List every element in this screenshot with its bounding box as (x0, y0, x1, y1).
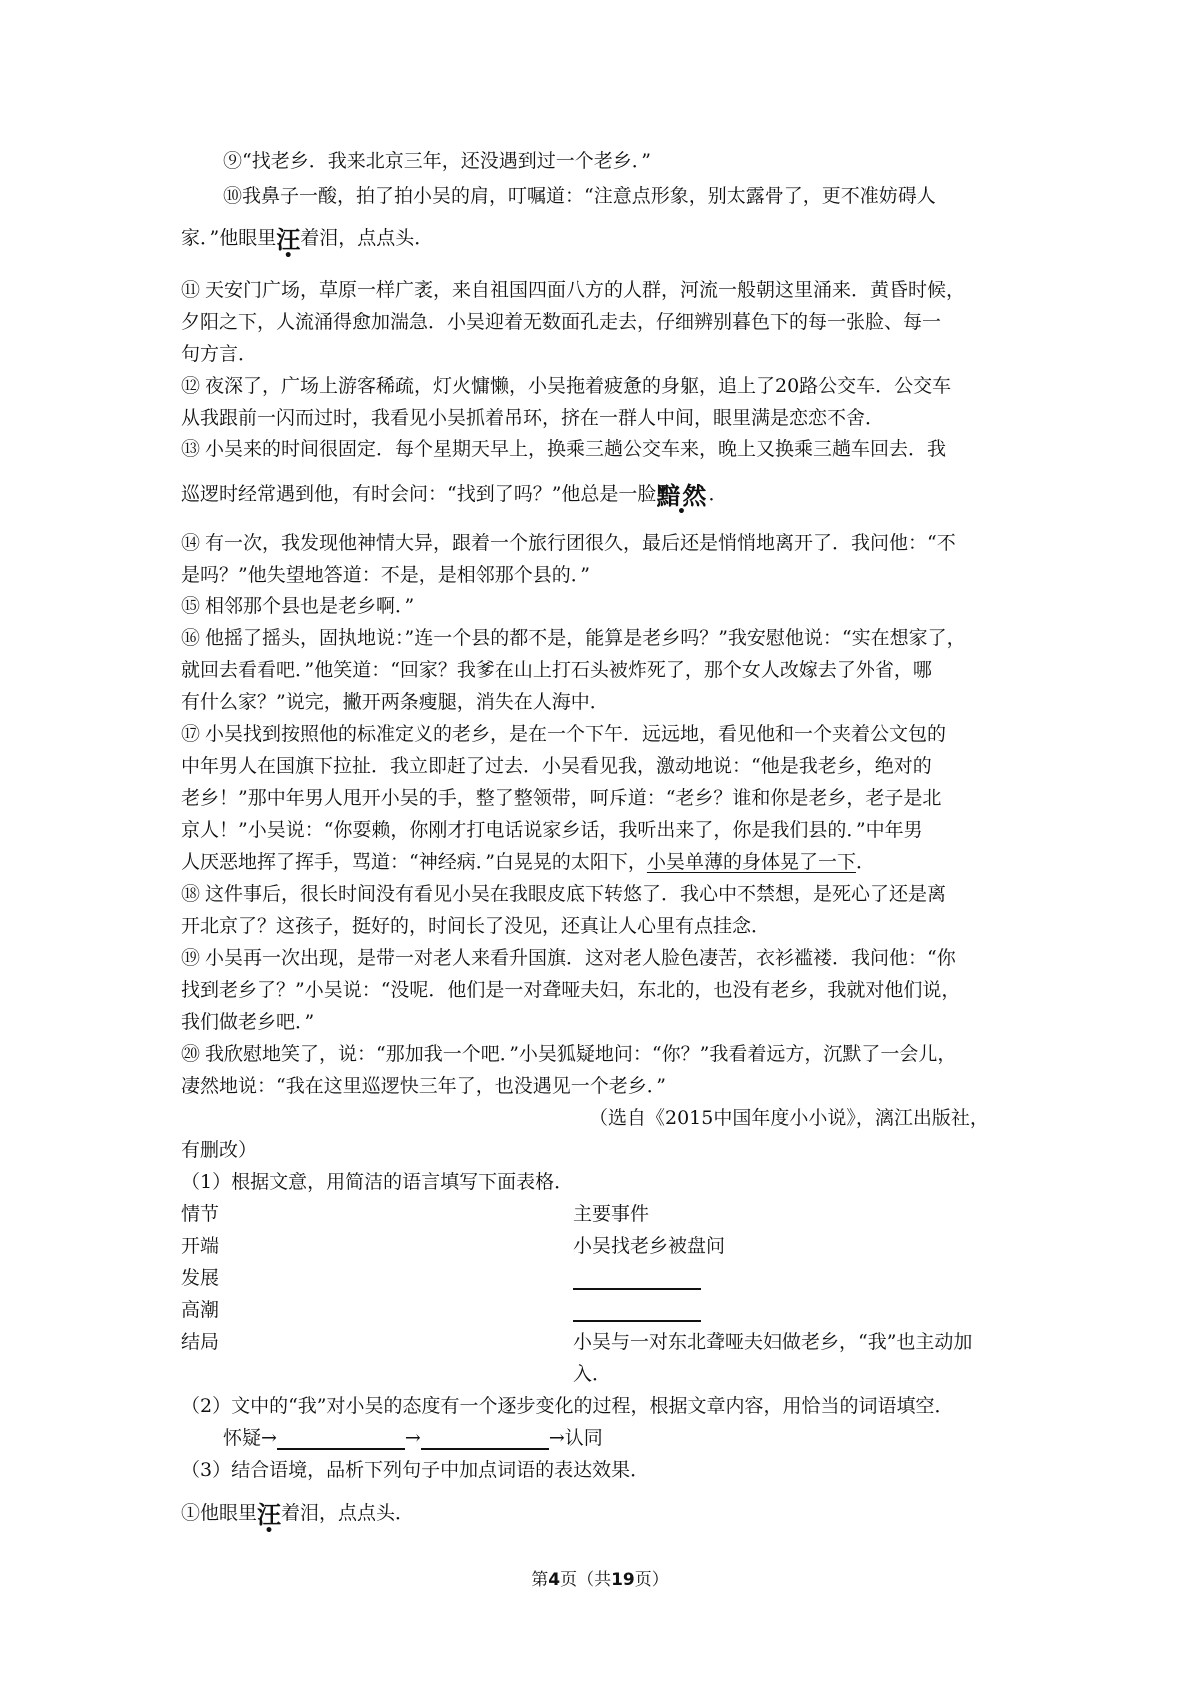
question-3-item-1 (181, 1497, 414, 1537)
footer-text: 页（共 (560, 1570, 612, 1590)
paragraph-number: ⑬ (181, 438, 201, 460)
paragraph-13-line-1 (181, 433, 946, 465)
paragraph-18-line-2 (181, 910, 770, 942)
paragraph-text: 小吴来的时间很固定．每个星期天早上，换乘三趟公交车来，晚上又换乘三趟车回去．我 (205, 438, 947, 460)
paragraph-text: 我们做老乡吧．” (181, 1011, 315, 1033)
paragraph-20-line-1 (181, 1038, 956, 1070)
paragraph-17-line-5 (181, 846, 875, 878)
table-cell-event-continued: 入． (573, 1363, 612, 1385)
paragraph-17-line-4 (181, 814, 923, 846)
table-cell-event: 小吴与一对东北聋哑夫妇做老乡，“我”也主动加 (573, 1331, 973, 1353)
paragraph-10-line-1 (223, 180, 936, 212)
paragraph-11-line-1 (181, 274, 965, 306)
paragraph-text: 从我跟前一闪而过时，我看见小吴抓着吊环，挤在一群人中间，眼里满是恋恋不舍． (181, 407, 885, 429)
table-cell-plot: 开端 (181, 1235, 220, 1257)
paragraph-14-line-2 (181, 559, 590, 591)
table-cell-plot: 高潮 (181, 1299, 220, 1321)
paragraph-16-line-3 (181, 686, 609, 718)
paragraph-text: 天安门广场，草原一样广袤，来自祖国四面八方的人群，河流一般朝这里涌来．黄昏时候， (205, 279, 966, 301)
paragraph-18-line-1 (181, 878, 946, 910)
answer-blank-development[interactable] (573, 1262, 701, 1294)
paragraph-text: ⑩我鼻子一酸，拍了拍小吴的肩，叮嘱道：“注意点形象，别太露骨了，更不准妨碍人 (223, 185, 936, 207)
paragraph-14-line-1 (181, 527, 956, 559)
paragraph-number: ⑭ (181, 532, 201, 554)
paragraph-15 (181, 590, 414, 622)
blank-line (573, 1268, 701, 1290)
question-2-fill-row (223, 1422, 603, 1454)
paragraph-number: ⑮ (181, 595, 201, 617)
answer-prefix: 怀疑→ (223, 1427, 277, 1449)
source-citation (589, 1102, 989, 1134)
question-text: （1）根据文意，用简洁的语言填写下面表格． (181, 1171, 574, 1193)
paragraph-number: ⑯ (181, 627, 201, 649)
paragraph-number: ⑪ (181, 279, 201, 301)
paragraph-11-line-3 (181, 338, 257, 370)
question-item-text: 着泪，点点头． (281, 1502, 415, 1524)
paragraph-16-line-1 (181, 622, 966, 654)
paragraph-text: 就回去看看吧．”他笑道：“回家？我爹在山上打石头被炸死了，那个女人改嫁去了外省，哪 (181, 659, 932, 681)
paragraph-text: 有一次，我发现他神情大异，跟着一个旅行团很久，最后还是悄悄地离开了．我问他：“不 (205, 532, 956, 554)
paragraph-text: 凄然地说：“我在这里巡逻快三年了，也没遇见一个老乡．” (181, 1075, 666, 1097)
emphasized-word: 黯然 (656, 482, 709, 510)
paragraph-number: ⑫ (181, 375, 201, 397)
citation-text: （选自《2015中国年度小小说》，漓江出版社， (589, 1107, 989, 1129)
paragraph-text: 夕阳之下，人流涌得愈加湍急．小吴迎着无数面孔走去，仔细辨别暮色下的每一张脸、每一 (181, 311, 942, 333)
question-2 (181, 1390, 954, 1422)
paragraph-text: 开北京了？这孩子，挺好的，时间长了没见，还真让人心里有点挂念． (181, 915, 771, 937)
question-1 (181, 1166, 573, 1198)
paragraph-text: 我欣慰地笑了，说：“那加我一个吧．”小吴狐疑地问：“你？”我看着远方，沉默了一会儿， (205, 1043, 957, 1065)
paragraph-19-line-2 (181, 974, 960, 1006)
paragraph-text: 这件事后，很长时间没有看见小吴在我眼皮底下转悠了．我心中不禁想，是死心了还是离 (205, 883, 947, 905)
paragraph-text: 找到老乡了？”小吴说：“没呢．他们是一对聋哑夫妇，东北的，也没有老乡，我就对他们说， (181, 979, 961, 1001)
footer-text: 页） (634, 1570, 669, 1590)
source-citation-end (181, 1134, 257, 1166)
paragraph-16-line-2 (181, 654, 932, 686)
paragraph-19-line-3 (181, 1006, 314, 1038)
citation-text: 有删改） (181, 1139, 258, 1161)
emphasized-word: 汪 (276, 226, 301, 254)
answer-blank-2[interactable] (421, 1428, 549, 1450)
paragraph-text: 巡逻时经常遇到他，有时会问：“找到了吗？”他总是一脸 (181, 483, 657, 505)
answer-suffix: →认同 (548, 1427, 603, 1449)
underlined-sentence: 小吴单薄的身体晃了一下 (646, 851, 856, 873)
total-pages: 19 (611, 1570, 635, 1590)
paragraph-text: 中年男人在国旗下拉扯．我立即赶了过去．小吴看见我，激动地说：“他是我老乡，绝对的 (181, 755, 932, 777)
paragraph-text: 夜深了，广场上游客稀疏，灯火慵懒，小吴拖着疲惫的身躯，追上了20路公交车．公交车 (205, 375, 952, 397)
paragraph-11-line-2 (181, 306, 941, 338)
paragraph-text: 小吴找到按照他的标准定义的老乡，是在一个下午．远远地，看见他和一个夹着公文包的 (205, 723, 947, 745)
paragraph-text: 老乡！”那中年男人甩开小吴的手，整了整领带，呵斥道：“老乡？谁和你是老乡，老子是北 (181, 787, 942, 809)
question-3 (181, 1454, 649, 1486)
table-cell-event: 小吴找老乡被盘问 (573, 1235, 726, 1257)
paragraph-17-line-3 (181, 782, 941, 814)
question-item-text: ①他眼里 (181, 1502, 258, 1524)
answer-blank-climax[interactable] (573, 1294, 701, 1326)
table-header-event: 主要事件 (573, 1203, 650, 1225)
arrow-icon: → (404, 1427, 421, 1449)
paragraph-number: ⑲ (181, 947, 201, 969)
page-number: 4 (548, 1570, 561, 1590)
paragraph-text: 有什么家？”说完，撇开两条瘦腿，消失在人海中． (181, 691, 609, 713)
paragraph-text: 小吴再一次出现，是带一对老人来看升国旗．这对老人脸色凄苦，衣衫褴褛．我问他：“你 (205, 947, 956, 969)
paragraph-text: ． (708, 483, 728, 505)
paragraph-text: 他摇了摇头，固执地说：”连一个县的都不是，能算是老乡吗？”我安慰他说：“实在想家了， (205, 627, 966, 649)
paragraph-text: 相邻那个县也是老乡啊．” (205, 595, 415, 617)
paragraph-17-line-2 (181, 750, 932, 782)
table-cell-plot: 发展 (181, 1267, 220, 1289)
paragraph-9 (223, 145, 651, 177)
paragraph-text: ． (855, 851, 875, 873)
paragraph-number: ⑰ (181, 723, 201, 745)
paragraph-20-line-2 (181, 1070, 666, 1102)
page-footer (0, 1567, 1200, 1593)
paragraph-12-line-2 (181, 402, 884, 434)
question-text: （3）结合语境，品析下列句子中加点词语的表达效果． (181, 1459, 650, 1481)
paragraph-text: 是吗？”他失望地答道：不是，是相邻那个县的．” (181, 564, 590, 586)
footer-text: 第 (531, 1570, 549, 1590)
paragraph-text: 京人！”小吴说：“你耍赖，你刚才打电话说家乡话，我听出来了，你是我们县的．”中年男 (181, 819, 923, 841)
paragraph-17-line-1 (181, 718, 946, 750)
question-text: （2）文中的“我”对小吴的态度有一个逐步变化的过程，根据文章内容，用恰当的词语填空． (181, 1395, 954, 1417)
table-cell-plot: 结局 (181, 1331, 220, 1353)
emphasized-word: 汪 (257, 1501, 282, 1529)
paragraph-19-line-1 (181, 942, 956, 974)
paragraph-number: ⑱ (181, 883, 201, 905)
paragraph-text: 句方言． (181, 343, 258, 365)
paragraph-10-line-2 (181, 222, 433, 262)
paragraph-13-line-2 (181, 478, 727, 518)
blank-line (573, 1300, 701, 1322)
answer-blank-1[interactable] (277, 1428, 405, 1450)
table-header-plot: 情节 (181, 1203, 220, 1225)
paragraph-number: ⑳ (181, 1043, 201, 1065)
paragraph-text: 着泪，点点头． (300, 227, 434, 249)
paragraph-text: 家．”他眼里 (181, 227, 277, 249)
paragraph-12-line-1 (181, 370, 951, 402)
paragraph-text: ⑨“找老乡．我来北京三年，还没遇到过一个老乡．” (223, 150, 651, 172)
paragraph-text: 人厌恶地挥了挥手，骂道：“神经病．”白晃晃的太阳下， (181, 851, 647, 873)
